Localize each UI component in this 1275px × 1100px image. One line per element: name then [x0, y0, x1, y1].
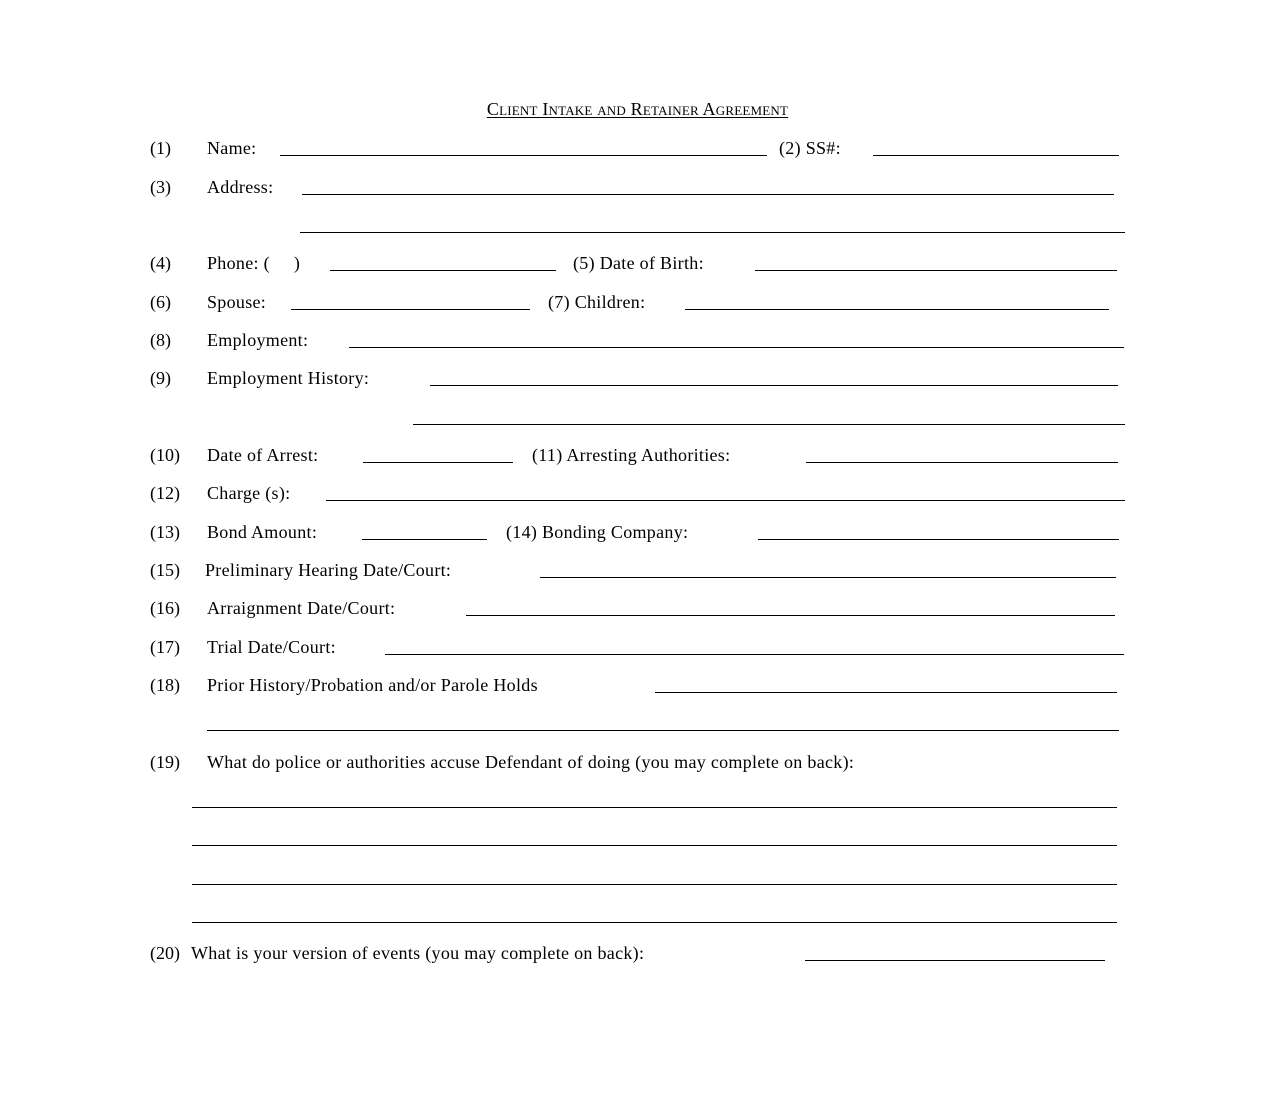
row-charges	[0, 483, 1275, 507]
preliminary-hearing-field[interactable]	[540, 577, 1116, 578]
item-number: (4)	[150, 253, 171, 273]
item-number: (10)	[150, 445, 180, 465]
spouse-field[interactable]	[291, 309, 530, 310]
row-accusation	[0, 752, 1275, 776]
phone-label: Phone: ( )	[207, 253, 301, 273]
ssn-field[interactable]	[873, 155, 1119, 156]
prior-history-field-line-1[interactable]	[655, 692, 1117, 693]
item-number: (19)	[150, 752, 180, 772]
row-accusation-line	[0, 790, 1275, 814]
spouse-label: Spouse:	[207, 292, 267, 312]
item-number: (16)	[150, 598, 180, 618]
row-bond	[0, 522, 1275, 546]
charges-label: Charge (s):	[207, 483, 291, 503]
row-accusation-line	[0, 828, 1275, 852]
item-number: (3)	[150, 177, 171, 197]
trial-label: Trial Date/Court:	[207, 637, 336, 657]
version-of-events-field[interactable]	[805, 960, 1105, 961]
name-field[interactable]	[280, 155, 767, 156]
row-name-ssn	[0, 138, 1275, 162]
item-number: (8)	[150, 330, 171, 350]
children-field[interactable]	[685, 309, 1109, 310]
row-phone-dob	[0, 253, 1275, 277]
row-spouse-children	[0, 292, 1275, 316]
address-label: Address:	[207, 177, 274, 197]
charges-field[interactable]	[326, 500, 1125, 501]
arraignment-label: Arraignment Date/Court:	[207, 598, 396, 618]
bonding-company-field[interactable]	[758, 539, 1119, 540]
trial-field[interactable]	[385, 654, 1124, 655]
item-number: (15)	[150, 560, 180, 580]
item-number: (12)	[150, 483, 180, 503]
prior-history-label: Prior History/Probation and/or Parole Holds	[207, 675, 538, 695]
row-prior-history	[0, 675, 1275, 699]
prior-history-field-line-2[interactable]	[207, 730, 1119, 731]
item-number: (17)	[150, 637, 180, 657]
row-employment-history-continued	[0, 407, 1275, 431]
row-arraignment	[0, 598, 1275, 622]
item-number: (6)	[150, 292, 171, 312]
row-trial	[0, 637, 1275, 661]
row-accusation-line	[0, 867, 1275, 891]
row-employment	[0, 330, 1275, 354]
children-label: (7) Children:	[548, 292, 646, 312]
form-title: Client Intake and Retainer Agreement	[486, 99, 789, 119]
dob-field[interactable]	[755, 270, 1117, 271]
preliminary-hearing-label: Preliminary Hearing Date/Court:	[205, 560, 452, 580]
row-version-of-events	[0, 943, 1275, 967]
address-field-line-2[interactable]	[300, 232, 1125, 233]
row-arrest	[0, 445, 1275, 469]
bonding-company-label: (14) Bonding Company:	[506, 522, 689, 542]
row-accusation-line	[0, 905, 1275, 929]
arraignment-field[interactable]	[466, 615, 1115, 616]
employment-history-field-line-2[interactable]	[413, 424, 1125, 425]
row-preliminary-hearing	[0, 560, 1275, 584]
arresting-authorities-field[interactable]	[806, 462, 1118, 463]
row-employment-history	[0, 368, 1275, 392]
accusation-label: What do police or authorities accuse Defendant of doing (you may complete on back):	[207, 752, 855, 772]
employment-history-field-line-1[interactable]	[430, 385, 1118, 386]
item-number: (1)	[150, 138, 171, 158]
arresting-authorities-label: (11) Arresting Authorities:	[532, 445, 731, 465]
dob-label: (5) Date of Birth:	[573, 253, 704, 273]
ssn-label: (2) SS#:	[779, 138, 841, 158]
accusation-field-line-1[interactable]	[192, 807, 1117, 808]
accusation-field-line-4[interactable]	[192, 922, 1117, 923]
item-number: (18)	[150, 675, 180, 695]
employment-field[interactable]	[349, 347, 1124, 348]
accusation-field-line-2[interactable]	[192, 845, 1117, 846]
row-address-continued	[0, 215, 1275, 239]
employment-history-label: Employment History:	[207, 368, 370, 388]
name-label: Name:	[207, 138, 257, 158]
bond-amount-label: Bond Amount:	[207, 522, 318, 542]
item-number: (9)	[150, 368, 171, 388]
item-number: (20)	[150, 943, 180, 963]
date-of-arrest-field[interactable]	[363, 462, 513, 463]
date-of-arrest-label: Date of Arrest:	[207, 445, 319, 465]
phone-field[interactable]	[330, 270, 556, 271]
accusation-field-line-3[interactable]	[192, 884, 1117, 885]
bond-amount-field[interactable]	[362, 539, 487, 540]
item-number: (13)	[150, 522, 180, 542]
version-of-events-label: What is your version of events (you may complete on back):	[191, 943, 645, 963]
row-prior-history-continued	[0, 713, 1275, 737]
address-field-line-1[interactable]	[302, 194, 1114, 195]
employment-label: Employment:	[207, 330, 309, 350]
row-address	[0, 177, 1275, 201]
